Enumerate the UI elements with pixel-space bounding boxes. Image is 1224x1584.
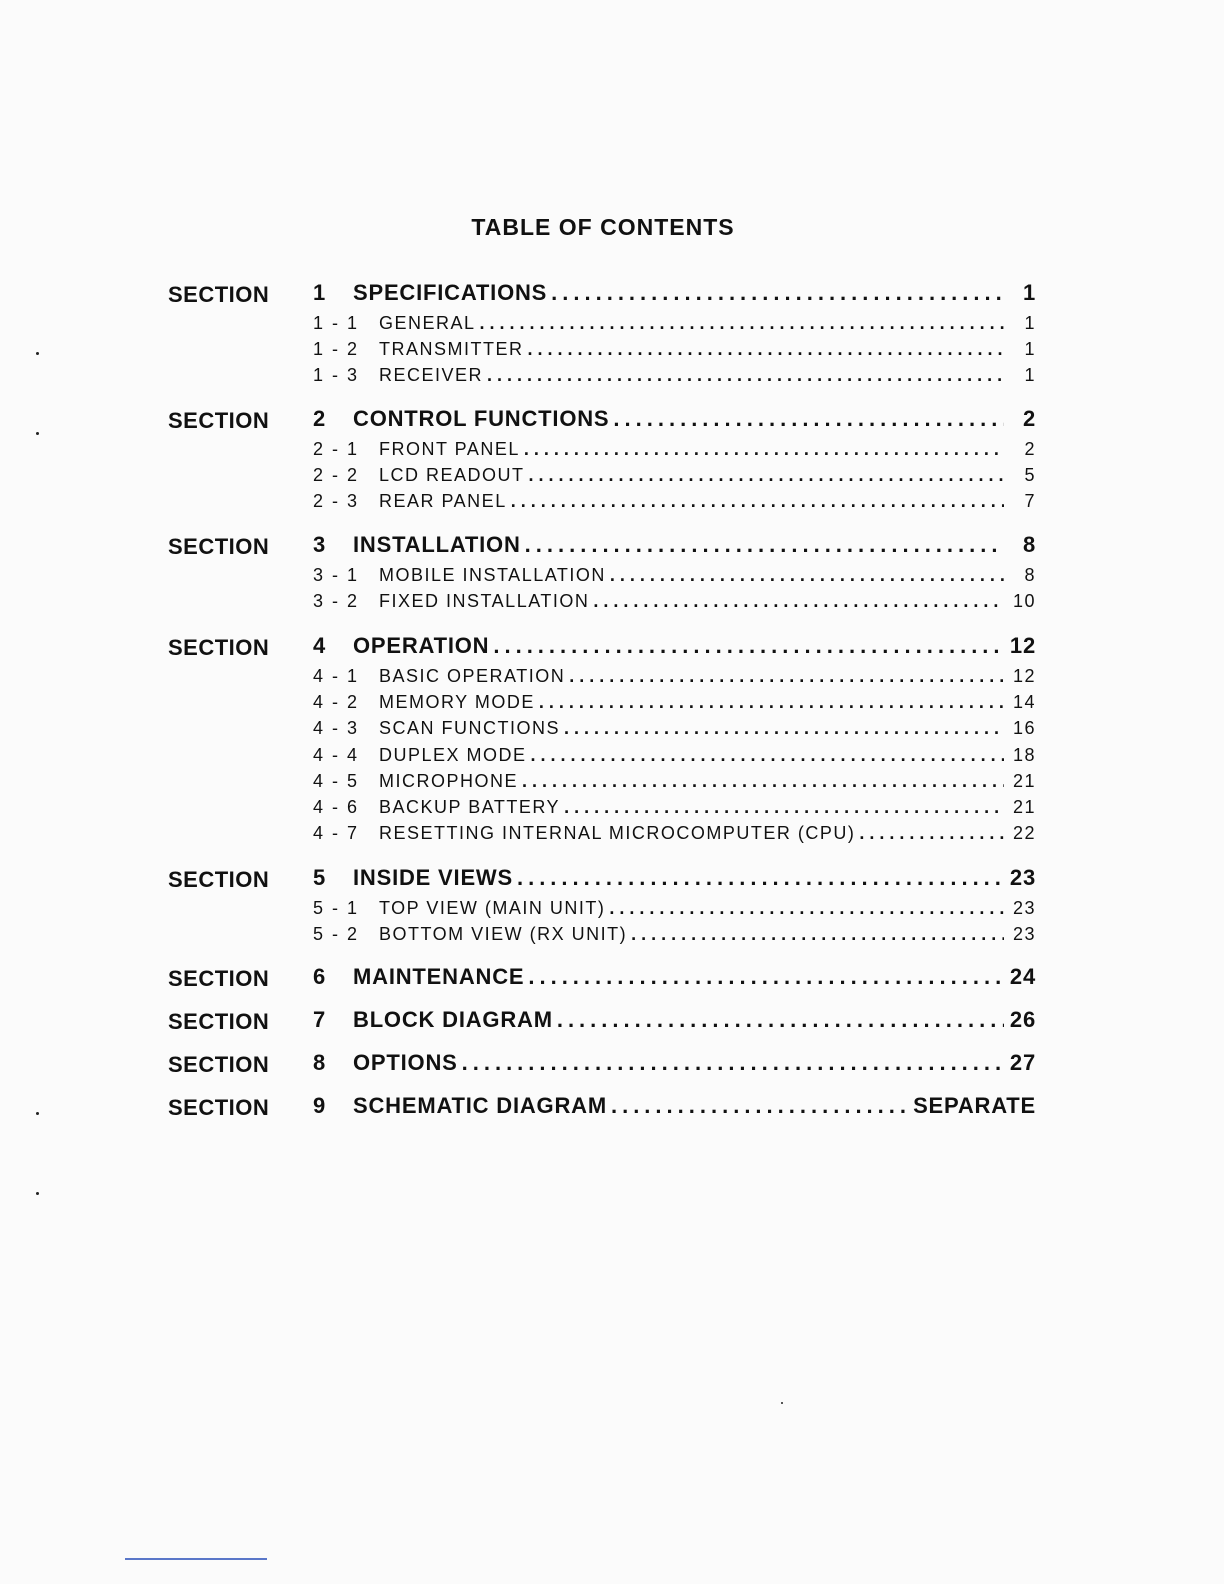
subsection-page-number: 22	[1012, 823, 1036, 844]
subsection-number: 5 - 1	[313, 898, 360, 918]
section-title: OPTIONS	[353, 1050, 458, 1075]
subsection-title: FRONT PANEL	[379, 439, 520, 459]
subsection-title: DUPLEX MODE	[379, 744, 527, 765]
toc-subsection-entry[interactable]	[313, 898, 1036, 919]
subsection-page-number: 21	[1012, 797, 1036, 817]
subsection-page-number: 1	[1024, 365, 1036, 386]
subsection-page-number: 16	[1012, 718, 1036, 739]
dot-leader	[569, 666, 1004, 687]
subsection-title: MICROPHONE	[379, 770, 519, 791]
toc-subsection-entry[interactable]	[313, 491, 1036, 512]
section-title: INSTALLATION	[353, 532, 521, 557]
dot-leader	[613, 406, 1004, 432]
subsection-number: 3 - 2	[313, 591, 360, 612]
dot-leader	[524, 439, 1004, 460]
toc-subsection-entry[interactable]	[313, 313, 1036, 334]
dot-leader	[522, 771, 1004, 792]
subsection-title: MOBILE INSTALLATION	[379, 565, 606, 585]
section-label: SECTION	[168, 635, 270, 660]
dot-leader	[529, 465, 1004, 486]
subsection-page-number: 23	[1012, 924, 1036, 945]
toc-subsection-entry[interactable]	[313, 924, 1036, 945]
section-label: SECTION	[168, 1009, 270, 1034]
section-page-number: SEPARATE	[913, 1093, 1036, 1118]
dot-leader	[564, 797, 1004, 818]
section-page-number: 12	[1009, 633, 1036, 658]
toc-section-entry[interactable]	[313, 1007, 1036, 1033]
section-title: MAINTENANCE	[353, 964, 525, 989]
toc-section-entry[interactable]	[313, 964, 1036, 990]
toc-subsection-entry[interactable]	[313, 771, 1036, 792]
subsection-title: SCAN FUNCTIONS	[379, 718, 561, 739]
section-label: SECTION	[168, 1052, 270, 1077]
toc-subsection-entry[interactable]	[313, 339, 1036, 360]
toc-subsection-entry[interactable]	[313, 823, 1036, 844]
dot-leader	[859, 823, 1004, 844]
subsection-page-number: 7	[1024, 491, 1036, 512]
subsection-number: 2 - 3	[313, 491, 360, 512]
section-number: 5	[313, 865, 327, 890]
subsection-page-number: 21	[1012, 770, 1036, 791]
subsection-page-number: 23	[1012, 898, 1036, 918]
section-page-number: 26	[1009, 1007, 1036, 1032]
section-page-number: 2	[1022, 406, 1036, 431]
section-page-number: 1	[1022, 280, 1036, 305]
section-number: 8	[313, 1050, 327, 1075]
subsection-number: 3 - 1	[313, 565, 360, 585]
section-number: 2	[313, 406, 327, 431]
toc-subsection-entry[interactable]	[313, 718, 1036, 739]
section-label: SECTION	[168, 1095, 270, 1120]
section-label: SECTION	[168, 282, 270, 307]
dot-leader	[557, 1007, 1004, 1033]
dot-leader	[487, 365, 1004, 386]
section-number: 1	[313, 280, 327, 305]
dot-leader	[593, 591, 1004, 612]
section-title: SPECIFICATIONS	[353, 280, 548, 305]
section-label: SECTION	[168, 534, 270, 559]
toc-section-entry[interactable]	[313, 532, 1036, 558]
subsection-title: TOP VIEW (MAIN UNIT)	[379, 898, 606, 918]
subsection-number: 1 - 3	[313, 365, 360, 386]
toc-section-entry[interactable]	[313, 633, 1036, 659]
subsection-title: BOTTOM VIEW (RX UNIT)	[379, 924, 628, 945]
subsection-title: MEMORY MODE	[379, 692, 535, 713]
toc-section-entry[interactable]	[313, 406, 1036, 432]
page-title: TABLE OF CONTENTS	[471, 214, 735, 240]
section-label: SECTION	[168, 966, 270, 991]
subsection-number: 4 - 3	[313, 718, 360, 739]
scan-speck	[36, 1112, 39, 1115]
section-label: SECTION	[168, 408, 270, 433]
subsection-page-number: 18	[1012, 744, 1036, 765]
dot-leader	[611, 1093, 907, 1119]
subsection-number: 4 - 1	[313, 666, 360, 686]
section-number: 7	[313, 1007, 327, 1032]
subsection-title: REAR PANEL	[379, 491, 507, 512]
subsection-page-number: 12	[1012, 666, 1036, 686]
dot-leader	[525, 532, 1004, 558]
subsection-page-number: 8	[1024, 565, 1036, 585]
toc-subsection-entry[interactable]	[313, 365, 1036, 386]
subsection-page-number: 10	[1012, 591, 1036, 612]
section-title: OPERATION	[353, 633, 490, 658]
subsection-number: 4 - 7	[313, 823, 360, 844]
section-page-number: 24	[1009, 964, 1036, 989]
section-title: SCHEMATIC DIAGRAM	[353, 1093, 607, 1118]
subsection-title: LCD READOUT	[379, 465, 525, 486]
section-title: CONTROL FUNCTIONS	[353, 406, 610, 431]
subsection-number: 2 - 1	[313, 439, 360, 459]
section-number: 9	[313, 1093, 327, 1118]
toc-section-entry[interactable]	[313, 865, 1036, 891]
scan-edge-line	[125, 1558, 267, 1560]
subsection-title: GENERAL	[379, 313, 476, 333]
section-number: 6	[313, 964, 327, 989]
subsection-page-number: 2	[1024, 439, 1036, 459]
toc-subsection-entry[interactable]	[313, 565, 1036, 586]
toc-section-entry[interactable]	[313, 280, 1036, 306]
subsection-title: FIXED INSTALLATION	[379, 591, 590, 612]
toc-subsection-entry[interactable]	[313, 465, 1036, 486]
subsection-number: 4 - 4	[313, 744, 360, 765]
subsection-title: RESETTING INTERNAL MICROCOMPUTER (CPU)	[379, 823, 856, 844]
scan-speck	[781, 1402, 783, 1404]
section-number: 4	[313, 633, 327, 658]
toc-section-entry[interactable]	[313, 1093, 1036, 1119]
section-title: BLOCK DIAGRAM	[353, 1007, 553, 1032]
toc-subsection-entry[interactable]	[313, 745, 1036, 766]
subsection-number: 2 - 2	[313, 465, 360, 486]
section-number: 3	[313, 532, 327, 557]
dot-leader	[551, 280, 1004, 306]
dot-leader	[539, 692, 1004, 713]
section-label: SECTION	[168, 867, 270, 892]
section-page-number: 27	[1009, 1050, 1036, 1075]
dot-leader	[531, 745, 1004, 766]
dot-leader	[564, 718, 1004, 739]
section-page-number: 8	[1022, 532, 1036, 557]
scan-speck	[36, 1192, 39, 1195]
dot-leader	[493, 633, 1004, 659]
subsection-page-number: 1	[1024, 339, 1036, 360]
subsection-page-number: 5	[1024, 465, 1036, 486]
dot-leader	[511, 491, 1004, 512]
subsection-title: RECEIVER	[379, 365, 484, 386]
subsection-number: 4 - 2	[313, 692, 360, 713]
subsection-title: BASIC OPERATION	[379, 666, 566, 686]
subsection-page-number: 1	[1024, 313, 1036, 333]
subsection-number: 4 - 5	[313, 770, 360, 791]
dot-leader	[528, 339, 1005, 360]
scan-speck	[36, 432, 39, 435]
subsection-number: 1 - 1	[313, 313, 360, 333]
toc-subsection-entry[interactable]	[313, 439, 1036, 460]
dot-leader	[528, 964, 1004, 990]
dot-leader	[631, 924, 1004, 945]
subsection-title: BACKUP BATTERY	[379, 797, 561, 817]
toc-subsection-entry[interactable]	[313, 591, 1036, 612]
dot-leader	[517, 865, 1004, 891]
subsection-number: 4 - 6	[313, 797, 360, 817]
subsection-number: 1 - 2	[313, 339, 360, 360]
dot-leader	[609, 898, 1004, 919]
dot-leader	[462, 1050, 1004, 1076]
section-page-number: 23	[1009, 865, 1036, 890]
dot-leader	[480, 313, 1004, 334]
scan-speck	[36, 352, 39, 355]
subsection-title: TRANSMITTER	[379, 339, 524, 360]
dot-leader	[610, 565, 1004, 586]
subsection-number: 5 - 2	[313, 924, 360, 945]
toc-section-entry[interactable]	[313, 1050, 1036, 1076]
toc-subsection-entry[interactable]	[313, 797, 1036, 818]
toc-subsection-entry[interactable]	[313, 692, 1036, 713]
toc-subsection-entry[interactable]	[313, 666, 1036, 687]
section-title: INSIDE VIEWS	[353, 865, 513, 890]
subsection-page-number: 14	[1012, 692, 1036, 713]
